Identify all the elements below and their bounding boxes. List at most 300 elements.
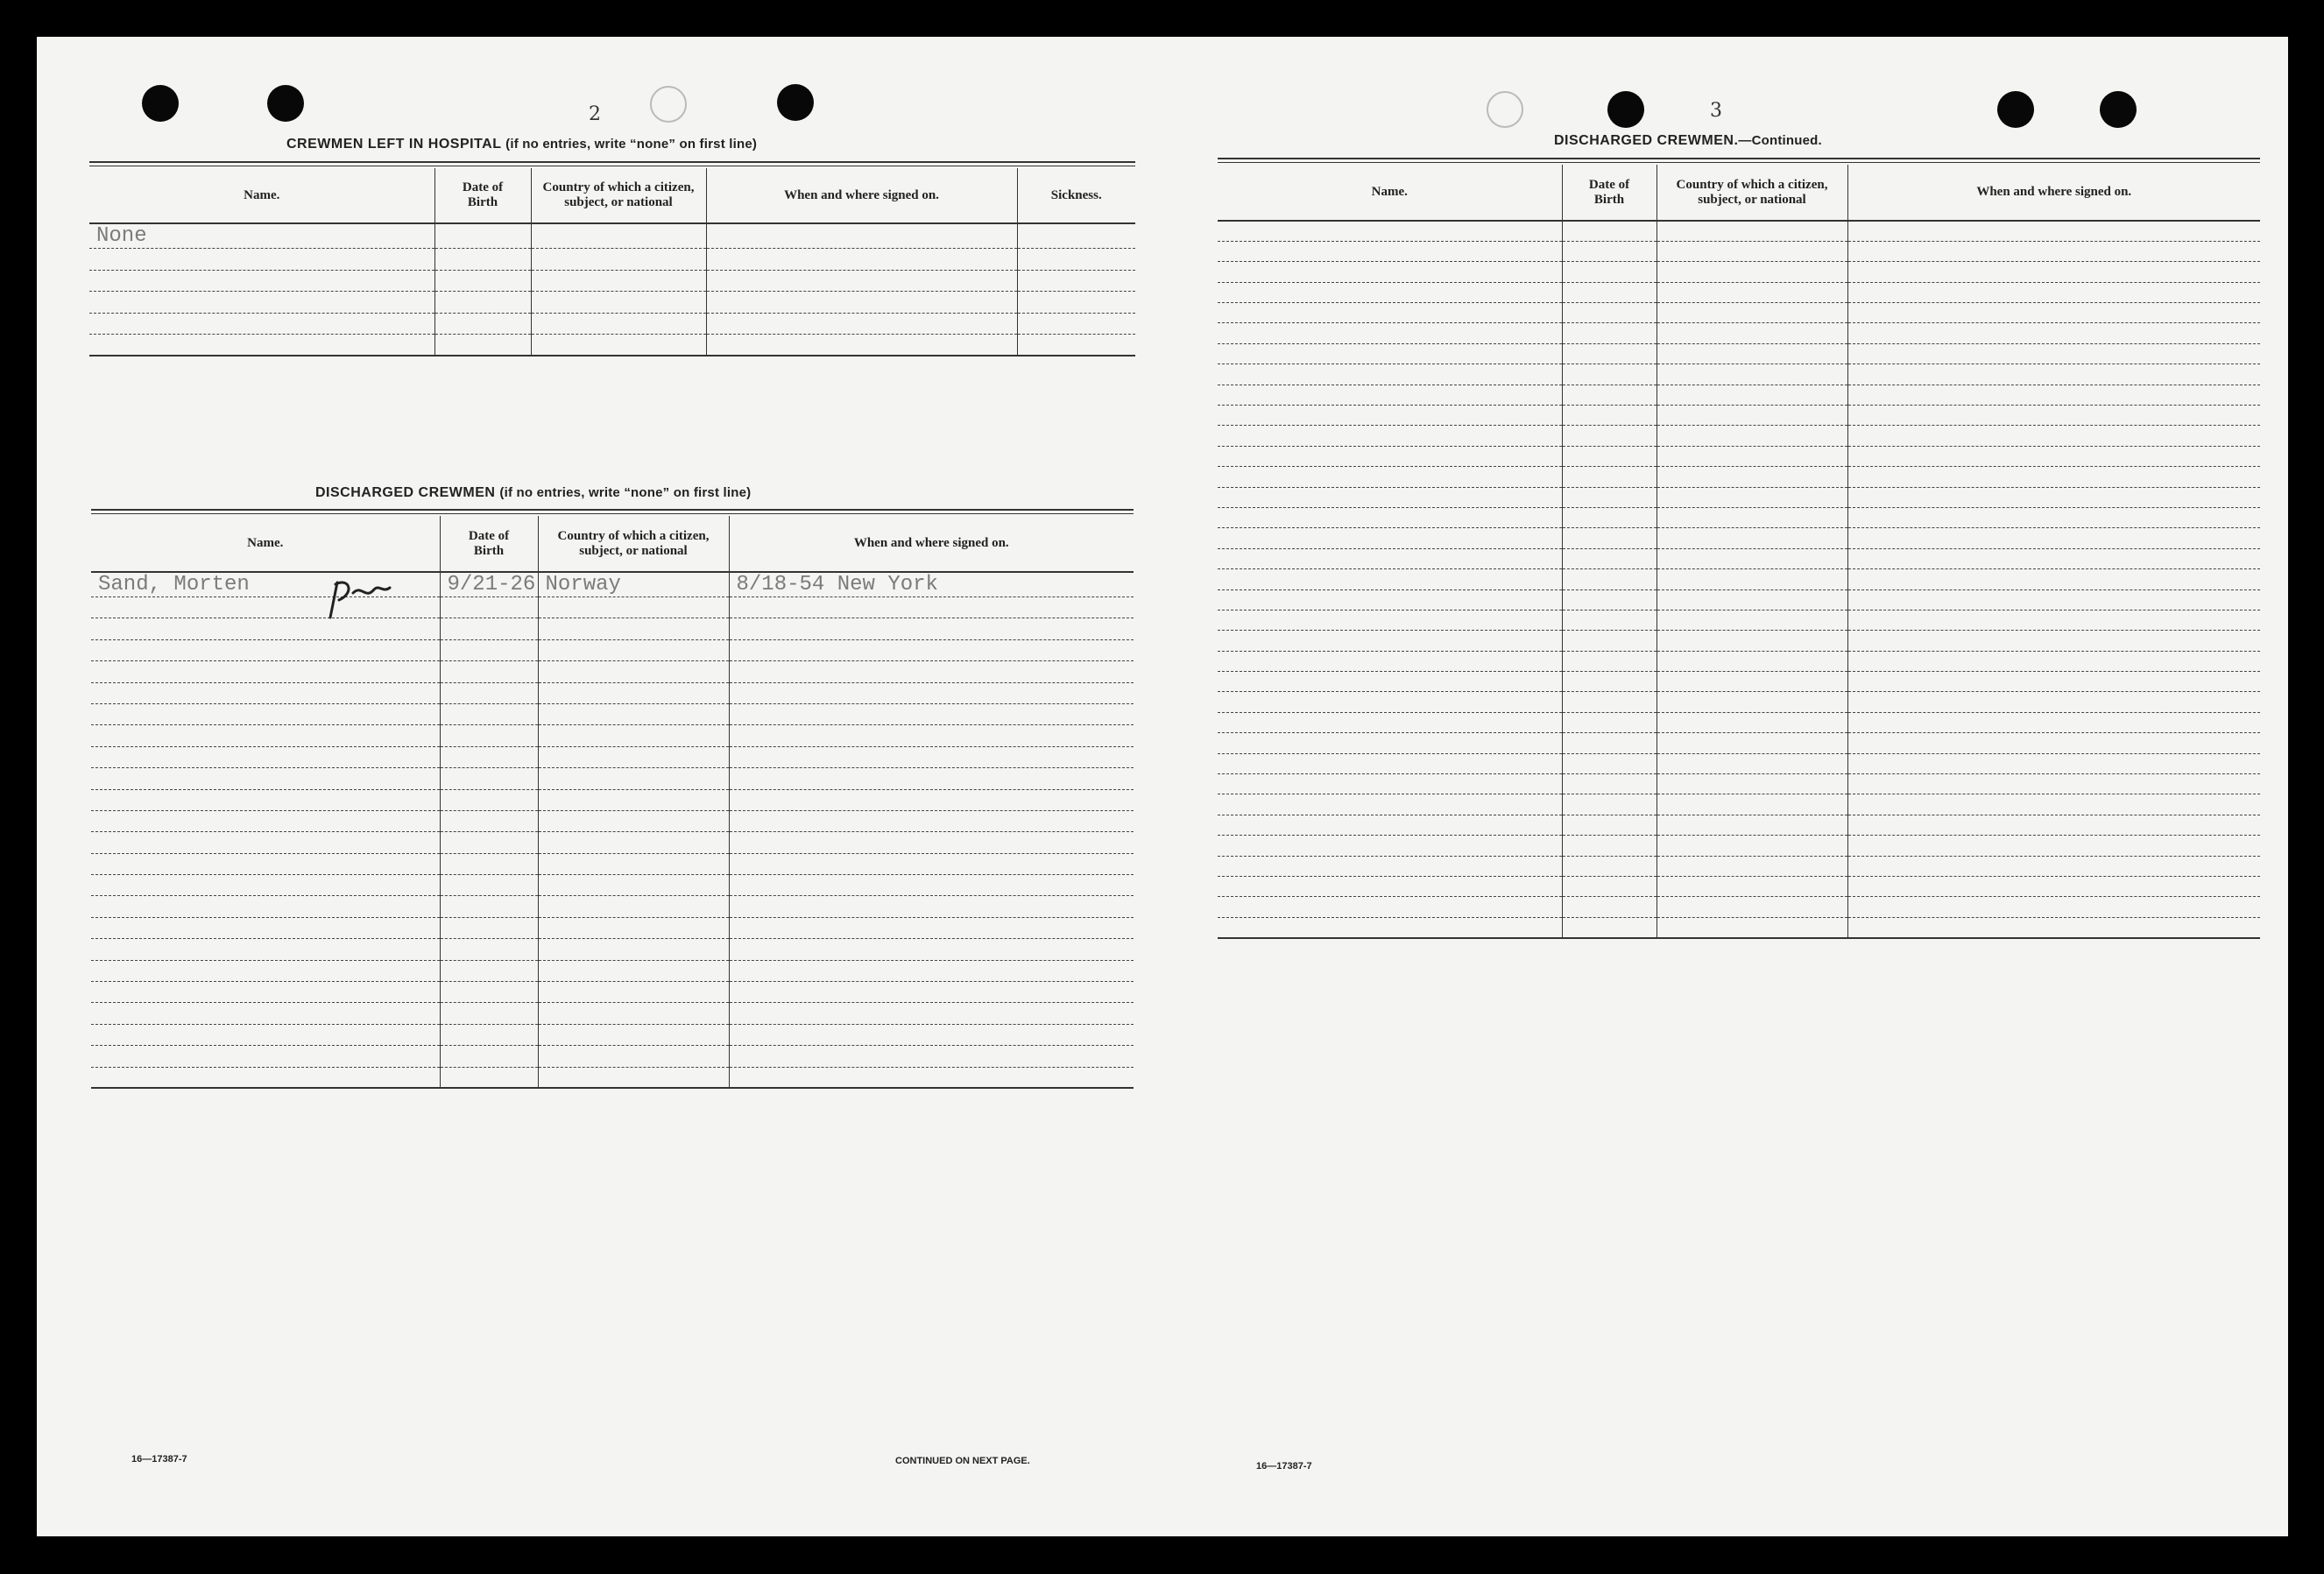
table-cell — [1847, 631, 2260, 651]
right-table-top-rule — [1218, 158, 2260, 159]
table-cell — [1656, 569, 1847, 589]
table-cell: 8/18-54 New York — [729, 572, 1134, 597]
table-cell — [1656, 467, 1847, 487]
table-cell — [706, 249, 1017, 271]
table-cell — [1847, 323, 2260, 343]
table-row — [1218, 753, 2260, 773]
table-row — [91, 1003, 1134, 1024]
col-header-name: Name. — [89, 168, 434, 223]
table-row — [1218, 446, 2260, 466]
table-cell — [440, 875, 538, 896]
table-cell — [1218, 631, 1562, 651]
table-cell — [1218, 589, 1562, 610]
table-row — [91, 725, 1134, 746]
col-header-dob: Date of Birth — [440, 516, 538, 572]
table-cell — [1562, 794, 1656, 815]
table-cell — [706, 292, 1017, 314]
table-cell — [1562, 364, 1656, 385]
table-cell — [1017, 313, 1135, 335]
table-cell — [729, 982, 1134, 1003]
table-cell — [91, 853, 440, 874]
table-cell — [1847, 262, 2260, 282]
table-cell — [1017, 249, 1135, 271]
table-row — [91, 768, 1134, 789]
table-cell — [440, 639, 538, 660]
signature-mark-icon — [323, 575, 393, 625]
table-row — [1218, 262, 2260, 282]
table-cell — [1847, 446, 2260, 466]
table-cell — [1562, 753, 1656, 773]
table-cell — [1656, 753, 1847, 773]
table-cell — [729, 1067, 1134, 1088]
col-header-signed-on: When and where signed on. — [706, 168, 1017, 223]
table-cell — [538, 1046, 729, 1067]
table-cell — [440, 939, 538, 960]
table-row — [91, 853, 1134, 874]
table-cell — [1562, 672, 1656, 692]
col-header-dob: Date of Birth — [434, 168, 531, 223]
table-cell — [1656, 221, 1847, 241]
table-cell — [440, 725, 538, 746]
table-row — [1218, 241, 2260, 261]
table-cell — [1218, 364, 1562, 385]
table-cell — [1847, 610, 2260, 630]
table-cell — [91, 703, 440, 724]
table-cell — [1847, 467, 2260, 487]
table-cell — [91, 1003, 440, 1024]
table-cell — [1218, 610, 1562, 630]
table-cell — [1218, 282, 1562, 302]
table-row — [1218, 774, 2260, 794]
col-header-sickness: Sickness. — [1017, 168, 1135, 223]
table-cell — [434, 292, 531, 314]
table-row — [91, 982, 1134, 1003]
table-cell — [1847, 364, 2260, 385]
table-cell — [531, 223, 706, 249]
table-cell — [1562, 507, 1656, 527]
table-cell — [1847, 692, 2260, 712]
table-cell — [440, 982, 538, 1003]
table-cell — [531, 292, 706, 314]
table-row — [91, 746, 1134, 767]
table-cell — [1656, 774, 1847, 794]
table-row — [1218, 467, 2260, 487]
table-row — [91, 810, 1134, 831]
table-cell — [706, 335, 1017, 356]
table-row — [1218, 569, 2260, 589]
table-cell — [538, 960, 729, 981]
table-cell — [729, 597, 1134, 618]
table-cell — [1562, 631, 1656, 651]
col-header-country: Country of which a citizen, subject, or national — [531, 168, 706, 223]
right-title-suffix: —Continued. — [1738, 133, 1822, 148]
table-cell — [1218, 406, 1562, 426]
table-row — [89, 292, 1135, 314]
page-number-left: 2 — [589, 103, 601, 125]
table-cell — [89, 335, 434, 356]
table-cell — [1656, 548, 1847, 568]
table-cell — [1218, 794, 1562, 815]
discharged-table — [91, 516, 1134, 1089]
table-cell — [1656, 487, 1847, 507]
table-row — [1218, 877, 2260, 897]
table-cell — [91, 682, 440, 703]
table-row — [1218, 692, 2260, 712]
table-cell — [1847, 836, 2260, 856]
col-header-country: Country of which a citizen, subject, or national — [538, 516, 729, 572]
table-cell — [538, 768, 729, 789]
table-cell — [729, 725, 1134, 746]
table-row — [89, 270, 1135, 292]
table-cell — [706, 313, 1017, 335]
table-cell — [1847, 221, 2260, 241]
table-cell — [1218, 815, 1562, 835]
table-cell — [91, 917, 440, 938]
table-cell — [531, 335, 706, 356]
table-cell — [434, 335, 531, 356]
punch-hole-icon — [2100, 91, 2137, 128]
table-cell — [729, 703, 1134, 724]
table-cell — [1656, 856, 1847, 876]
table-cell — [1562, 467, 1656, 487]
table-cell — [1847, 569, 2260, 589]
table-cell — [1562, 836, 1656, 856]
table-cell — [1562, 385, 1656, 405]
table-row — [1218, 548, 2260, 568]
table-cell — [91, 875, 440, 896]
table-cell — [729, 1003, 1134, 1024]
table-cell — [91, 982, 440, 1003]
table-cell — [1562, 856, 1656, 876]
table-cell — [538, 661, 729, 682]
table-row — [1218, 364, 2260, 385]
table-cell — [531, 270, 706, 292]
table-cell — [91, 1067, 440, 1088]
table-cell — [1847, 589, 2260, 610]
table-cell — [1847, 733, 2260, 753]
table-row — [91, 639, 1134, 660]
table-cell — [1847, 426, 2260, 446]
table-row — [1218, 610, 2260, 630]
table-cell — [1017, 335, 1135, 356]
table-row — [91, 939, 1134, 960]
table-cell: 9/21-26 — [440, 572, 538, 597]
table-cell — [538, 703, 729, 724]
punch-hole-icon — [777, 84, 814, 121]
table-cell — [1847, 303, 2260, 323]
table-row — [1218, 528, 2260, 548]
table-cell — [434, 270, 531, 292]
table-row — [91, 789, 1134, 810]
table-cell — [1562, 712, 1656, 732]
table-cell — [89, 270, 434, 292]
table-row — [91, 618, 1134, 639]
table-cell — [1218, 323, 1562, 343]
form-sheet — [37, 37, 2288, 1536]
table-cell — [729, 939, 1134, 960]
table-cell: Norway — [538, 572, 729, 597]
table-cell — [1656, 406, 1847, 426]
table-cell — [1847, 917, 2260, 937]
table-cell — [1562, 241, 1656, 261]
discharged-title-text: DISCHARGED CREWMEN — [315, 485, 496, 500]
table-row — [1218, 426, 2260, 446]
table-cell — [1218, 528, 1562, 548]
table-cell — [1847, 897, 2260, 917]
table-row — [1218, 712, 2260, 732]
table-cell — [1656, 672, 1847, 692]
table-cell — [531, 313, 706, 335]
table-cell — [440, 917, 538, 938]
table-cell — [1017, 270, 1135, 292]
table-row — [91, 1024, 1134, 1045]
table-cell — [89, 249, 434, 271]
table-cell — [1218, 241, 1562, 261]
table-row — [1218, 385, 2260, 405]
table-cell — [729, 682, 1134, 703]
table-cell — [1218, 897, 1562, 917]
table-cell — [1218, 343, 1562, 364]
table-cell — [1656, 507, 1847, 527]
table-row — [1218, 343, 2260, 364]
table-cell — [1656, 589, 1847, 610]
table-cell — [1017, 223, 1135, 249]
punch-hole-icon — [1607, 91, 1644, 128]
table-cell — [729, 832, 1134, 853]
table-cell — [1656, 692, 1847, 712]
table-cell — [729, 1024, 1134, 1045]
table-cell — [91, 939, 440, 960]
table-cell — [1847, 712, 2260, 732]
table-row — [1218, 282, 2260, 302]
table-cell — [1218, 753, 1562, 773]
table-row — [1218, 733, 2260, 753]
table-cell — [706, 270, 1017, 292]
table-cell — [1847, 406, 2260, 426]
table-cell — [91, 768, 440, 789]
table-row — [1218, 651, 2260, 671]
table-cell — [1218, 856, 1562, 876]
hospital-title-text: CREWMEN LEFT IN HOSPITAL — [286, 137, 502, 152]
table-cell — [1656, 712, 1847, 732]
table-cell — [538, 875, 729, 896]
table-cell — [1847, 487, 2260, 507]
table-cell — [440, 832, 538, 853]
table-cell — [538, 1024, 729, 1045]
table-cell — [1562, 548, 1656, 568]
table-cell — [1656, 385, 1847, 405]
faint-hole-icon — [650, 86, 687, 123]
table-cell — [1218, 774, 1562, 794]
table-row — [91, 703, 1134, 724]
table-cell — [440, 703, 538, 724]
table-row — [1218, 917, 2260, 937]
table-row — [1218, 836, 2260, 856]
punch-hole-icon — [267, 85, 304, 122]
table-cell — [1218, 446, 1562, 466]
table-cell — [440, 853, 538, 874]
table-cell — [1847, 507, 2260, 527]
table-cell — [1562, 303, 1656, 323]
right-discharged-table — [1218, 165, 2260, 939]
table-cell — [440, 682, 538, 703]
table-cell — [1218, 733, 1562, 753]
table-cell — [1656, 446, 1847, 466]
table-cell — [729, 960, 1134, 981]
table-cell — [1562, 221, 1656, 241]
table-cell — [1218, 569, 1562, 589]
table-cell — [1017, 292, 1135, 314]
table-cell — [440, 896, 538, 917]
table-cell — [1562, 343, 1656, 364]
table-cell: None — [89, 223, 434, 249]
col-header-country: Country of which a citizen, subject, or national — [1656, 165, 1847, 221]
right-table-top-rule-2 — [1218, 162, 2260, 163]
table-cell — [1218, 651, 1562, 671]
table-row — [1218, 406, 2260, 426]
discharged-title-instruction: (if no entries, write “none” on first line) — [499, 485, 752, 500]
table-cell — [440, 746, 538, 767]
table-cell — [538, 618, 729, 639]
discharged-section-title — [315, 485, 751, 501]
table-cell — [440, 618, 538, 639]
table-cell — [1218, 467, 1562, 487]
table-cell — [1847, 343, 2260, 364]
table-cell — [91, 746, 440, 767]
table-cell — [1562, 569, 1656, 589]
table-cell — [1218, 692, 1562, 712]
table-row — [1218, 589, 2260, 610]
table-cell — [1218, 836, 1562, 856]
table-cell — [1847, 856, 2260, 876]
table-cell — [1847, 794, 2260, 815]
table-cell — [1562, 446, 1656, 466]
table-cell — [1656, 651, 1847, 671]
table-cell — [1218, 426, 1562, 446]
table-cell — [729, 917, 1134, 938]
table-row — [91, 682, 1134, 703]
table-row — [91, 1067, 1134, 1088]
table-cell — [538, 682, 729, 703]
table-row — [1218, 856, 2260, 876]
table-cell — [538, 597, 729, 618]
col-header-signed-on: When and where signed on. — [1847, 165, 2260, 221]
table-cell — [1656, 282, 1847, 302]
table-cell — [1218, 712, 1562, 732]
table-row — [1218, 897, 2260, 917]
table-cell — [1847, 282, 2260, 302]
table-cell — [538, 746, 729, 767]
table-cell — [729, 768, 1134, 789]
table-cell — [1656, 303, 1847, 323]
table-row — [91, 896, 1134, 917]
discharged-table-top-rule — [91, 509, 1134, 511]
table-cell — [440, 1003, 538, 1024]
table-cell — [1656, 794, 1847, 815]
table-cell — [1218, 507, 1562, 527]
table-cell — [440, 768, 538, 789]
table-row — [1218, 672, 2260, 692]
table-row — [1218, 631, 2260, 651]
table-cell — [1656, 364, 1847, 385]
table-cell — [1847, 877, 2260, 897]
table-cell — [1562, 692, 1656, 712]
table-cell — [1656, 323, 1847, 343]
table-cell — [538, 896, 729, 917]
table-row — [91, 832, 1134, 853]
table-cell — [1847, 548, 2260, 568]
table-cell — [440, 1024, 538, 1045]
table-cell — [1656, 815, 1847, 835]
table-cell — [729, 810, 1134, 831]
table-cell — [531, 249, 706, 271]
table-cell — [729, 896, 1134, 917]
table-cell — [1218, 487, 1562, 507]
table-cell — [729, 618, 1134, 639]
continued-note: CONTINUED ON NEXT PAGE. — [895, 1456, 1030, 1466]
table-cell — [440, 789, 538, 810]
table-row — [1218, 303, 2260, 323]
col-header-signed-on: When and where signed on. — [729, 516, 1134, 572]
table-cell — [91, 1024, 440, 1045]
table-row — [1218, 507, 2260, 527]
table-cell — [1656, 897, 1847, 917]
table-cell — [729, 661, 1134, 682]
table-row — [89, 223, 1135, 249]
table-row — [91, 661, 1134, 682]
table-cell — [434, 313, 531, 335]
discharged-table-top-rule-2 — [91, 513, 1134, 514]
table-cell — [1562, 877, 1656, 897]
table-cell — [538, 939, 729, 960]
hospital-table-top-rule — [89, 161, 1135, 163]
table-cell — [706, 223, 1017, 249]
table-cell — [440, 960, 538, 981]
table-row — [89, 313, 1135, 335]
page-number-right: 3 — [1710, 100, 1722, 122]
table-cell — [89, 313, 434, 335]
table-cell — [1218, 877, 1562, 897]
table-cell — [440, 661, 538, 682]
table-cell — [1656, 262, 1847, 282]
table-cell — [729, 746, 1134, 767]
col-header-name: Name. — [1218, 165, 1562, 221]
table-cell — [538, 1067, 729, 1088]
table-cell — [1847, 528, 2260, 548]
table-row — [91, 597, 1134, 618]
table-cell — [1218, 385, 1562, 405]
table-cell — [1847, 753, 2260, 773]
table-cell — [729, 1046, 1134, 1067]
table-cell — [1847, 651, 2260, 671]
table-cell — [1562, 323, 1656, 343]
table-cell — [1656, 241, 1847, 261]
hospital-title-instruction: (if no entries, write “none” on first line) — [505, 137, 758, 152]
table-row — [1218, 221, 2260, 241]
table-cell — [1656, 917, 1847, 937]
table-cell — [1562, 815, 1656, 835]
table-cell — [1562, 589, 1656, 610]
table-cell — [1562, 610, 1656, 630]
table-cell — [91, 661, 440, 682]
table-cell — [1218, 262, 1562, 282]
table-cell — [91, 1046, 440, 1067]
table-cell — [1656, 610, 1847, 630]
table-cell — [538, 810, 729, 831]
table-cell — [1562, 406, 1656, 426]
hospital-section-title — [286, 137, 757, 152]
hospital-table — [89, 168, 1135, 356]
